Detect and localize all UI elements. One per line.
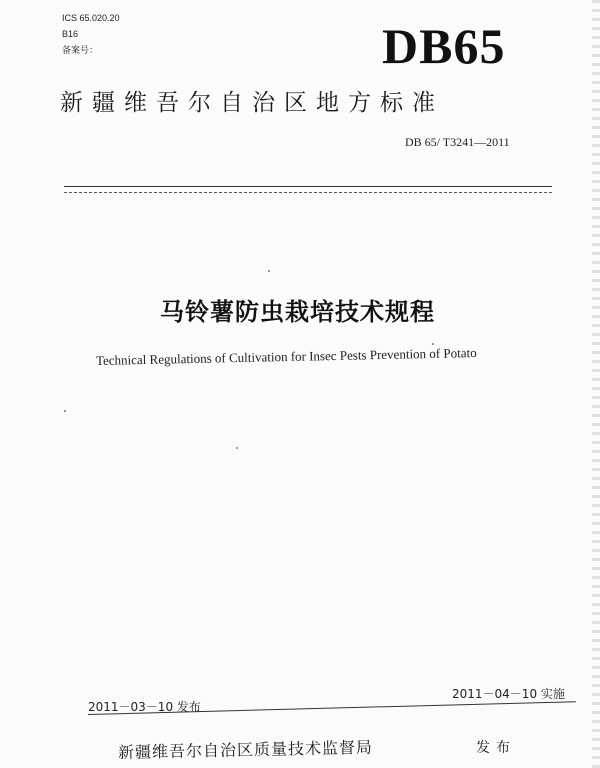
issuing-authority: 新疆维吾尔自治区质量技术监督局 <box>117 737 374 762</box>
scan-speck <box>268 270 270 272</box>
header-divider-dashed <box>64 192 552 193</box>
record-number-label: 备案号： <box>62 45 99 55</box>
document-title-english: Technical Regulations of Cultivation for Insec Pests Prevention of Potato <box>95 345 477 368</box>
scan-speck <box>432 343 434 345</box>
scan-edge-artifact <box>592 0 600 768</box>
publish-date: 2011－03－10 发布 <box>88 700 201 714</box>
standard-code: DB 65/ T3241—2011 <box>405 135 510 149</box>
ics-code: ICS 65.020.20 <box>62 13 120 23</box>
implementation-date: 2011－04－10 实施 <box>452 687 565 701</box>
issue-label: 发布 <box>476 740 516 756</box>
classification-code: B16 <box>62 29 79 39</box>
standard-type-heading: 新疆维吾尔自治区地方标准 <box>60 90 444 116</box>
document-title-chinese: 马铃薯防虫栽培技术规程 <box>160 298 435 326</box>
standard-logo: DB65 <box>382 18 506 74</box>
scan-speck <box>236 447 238 449</box>
header-divider <box>64 186 552 187</box>
scan-speck <box>64 410 66 412</box>
